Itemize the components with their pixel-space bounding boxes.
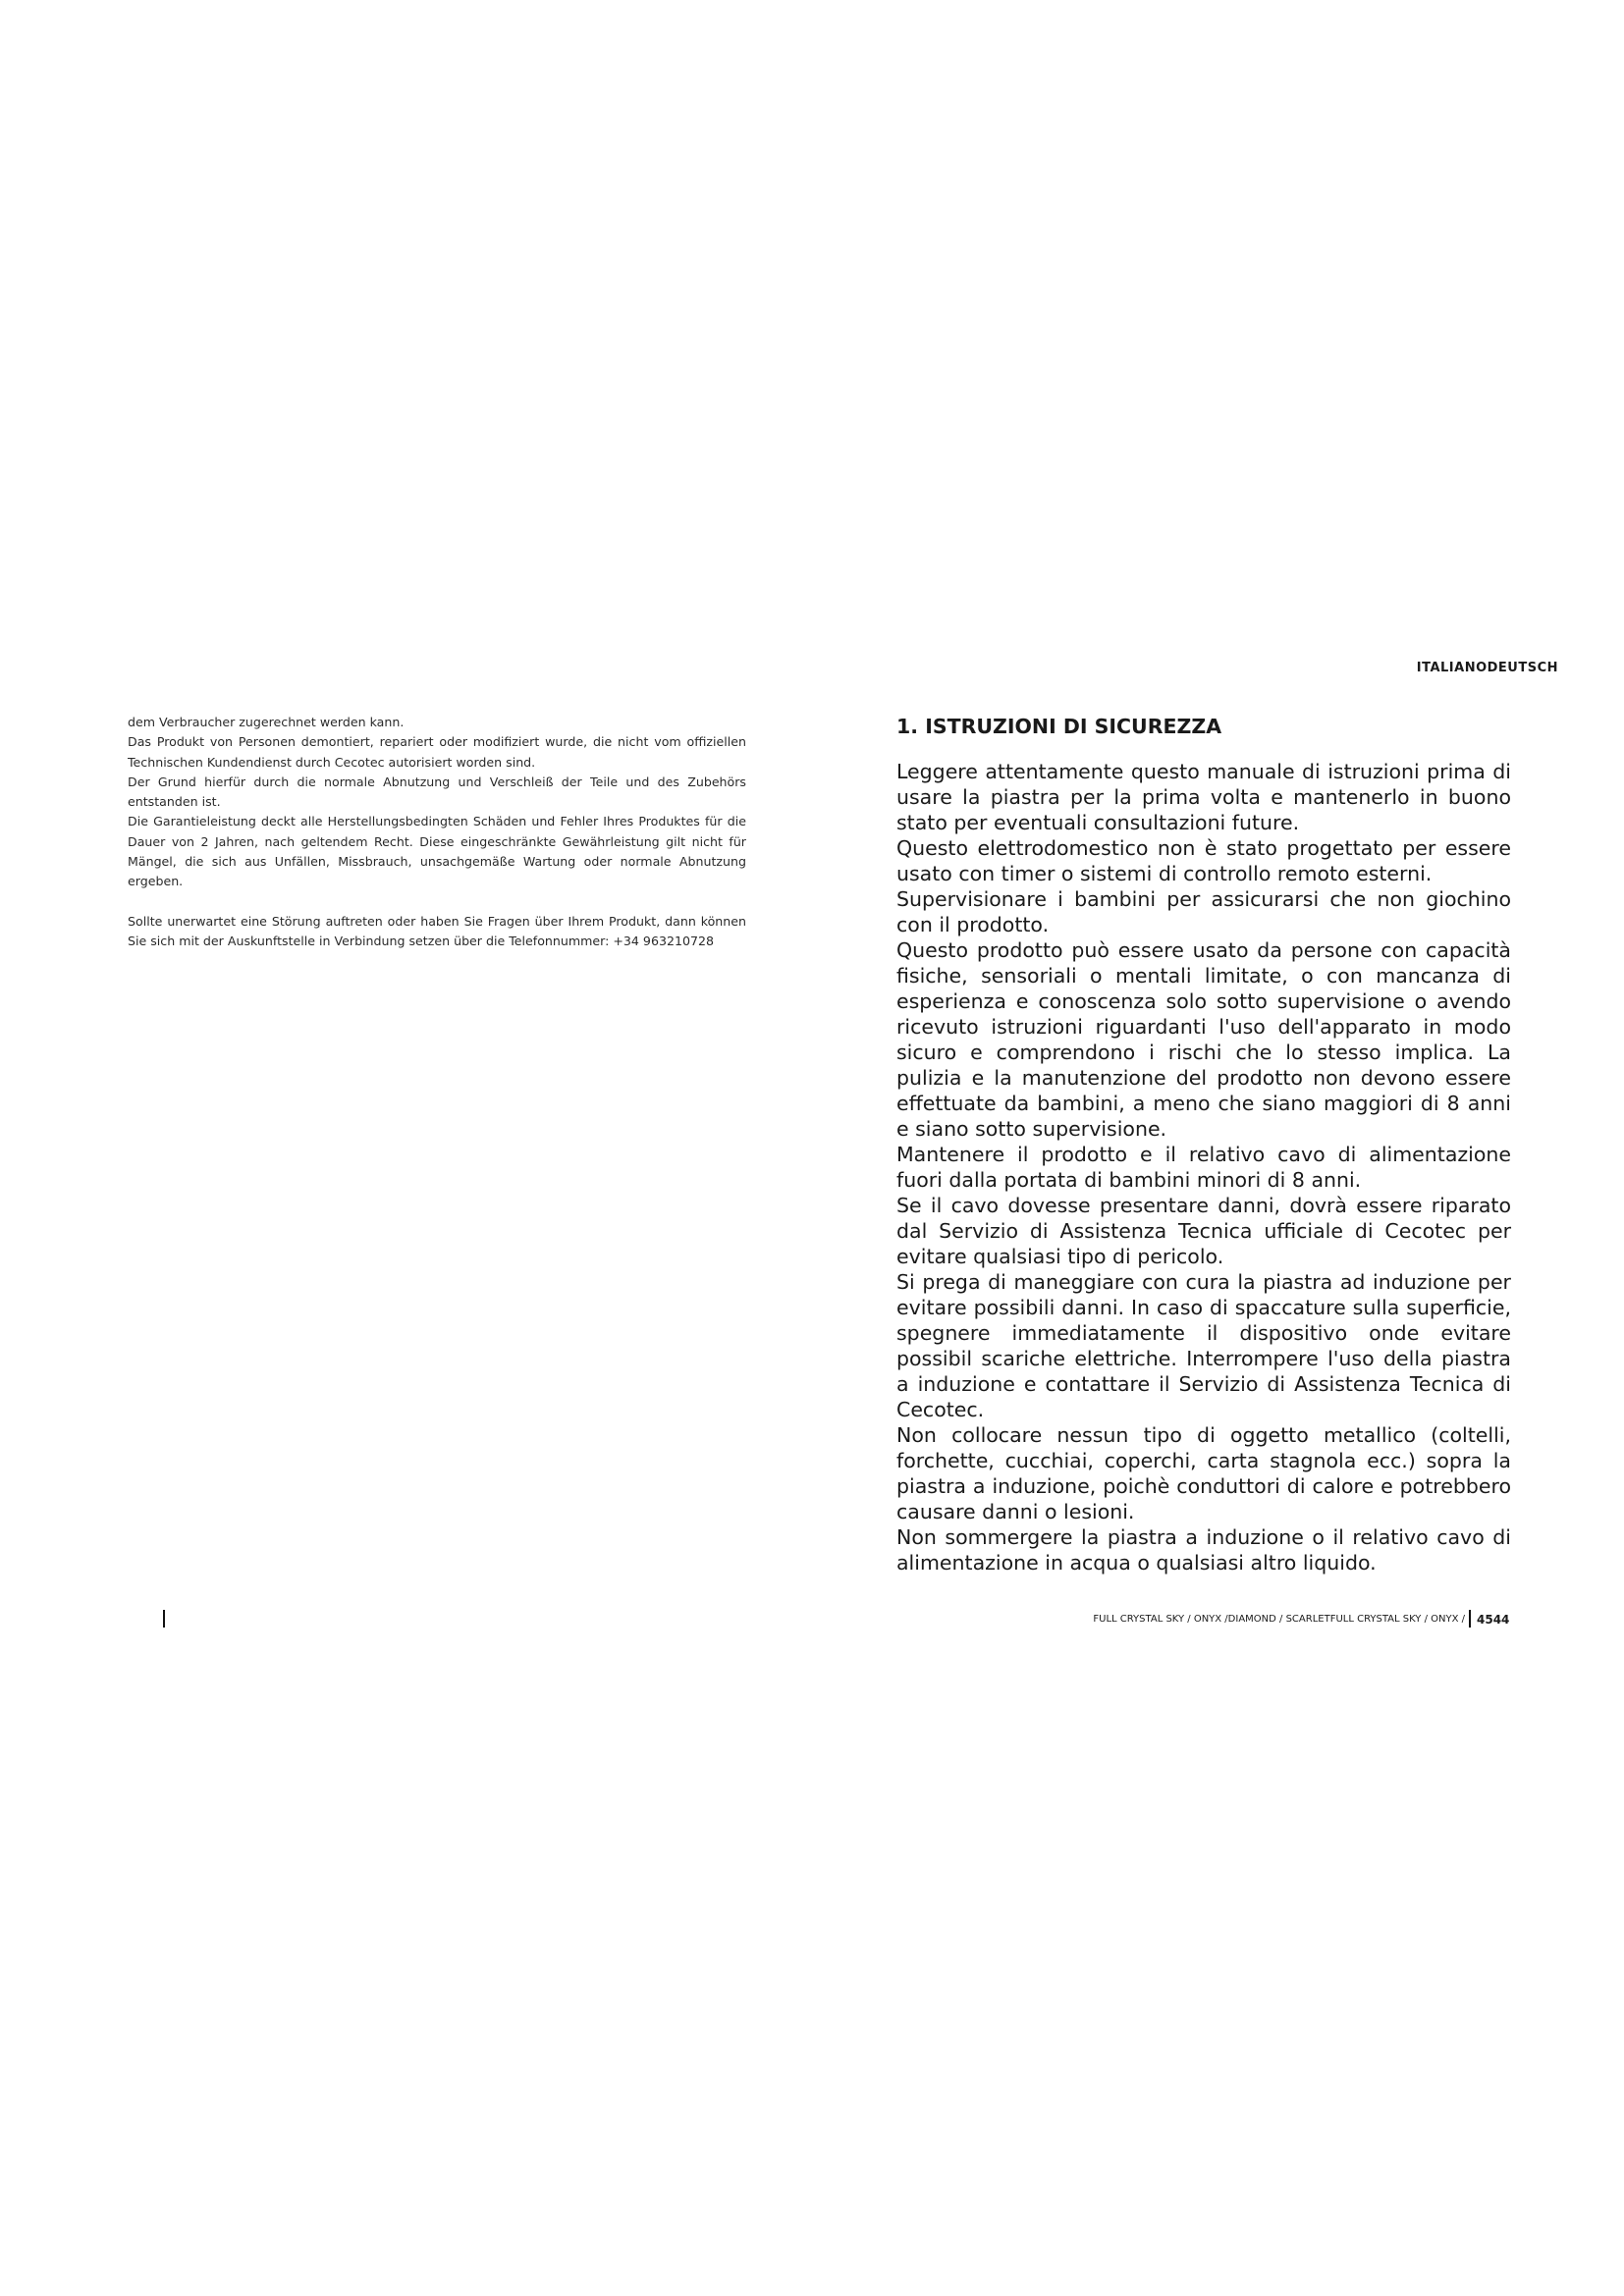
paragraph: Non sommergere la piastra a induzione o il relativo cavo di alimentazione in acqua o qualsiasi altro liquido. xyxy=(896,1525,1511,1575)
contact-paragraph: Sollte unerwartet eine Störung auftreten oder haben Sie Fragen über Ihrem Produkt, dann können Sie sich mit der Auskunftstelle in Verbindung setzen über die Telefonnummer: +34 963210728 xyxy=(128,913,746,948)
paragraph: Leggere attentamente questo manuale di istruzioni prima di usare la piastra per la prima volta e mantenerlo in buono stato per eventuali consultazioni future. xyxy=(896,760,1511,834)
paragraph: Der Grund hierfür durch die normale Abnutzung und Verschleiß der Teile und des Zubehörs entstanden ist. xyxy=(128,774,746,810)
safety-instructions-column xyxy=(896,759,1511,1575)
page-number: 4544 xyxy=(1477,1613,1510,1627)
paragraph: Supervisionare i bambini per assicurarsi che non giochino con il prodotto. xyxy=(896,887,1511,936)
left-page-marker xyxy=(163,1610,165,1628)
paragraph: dem Verbraucher zugerechnet werden kann. xyxy=(128,715,405,729)
warranty-text-column xyxy=(128,713,746,951)
section-title: 1. ISTRUZIONI DI SICUREZZA xyxy=(896,715,1222,738)
page-footer xyxy=(982,1614,1585,1629)
footer-model-names: FULL CRYSTAL SKY / ONYX /DIAMOND / SCARLETFULL CRYSTAL SKY / ONYX / xyxy=(1093,1614,1465,1625)
paragraph: Se il cavo dovesse presentare danni, dovrà essere riparato dal Servizio di Assistenza Tecnica ufficiale di Cecotec per evitare qualsiasi tipo di pericolo. xyxy=(896,1194,1511,1268)
spacer xyxy=(128,892,746,912)
paragraph: Non collocare nessun tipo di oggetto metallico (coltelli, forchette, cucchiai, coperchi, carta stagnola ecc.) sopra la piastra a induzione, poichè conduttori di calore e potrebbero causare danni o lesioni. xyxy=(896,1423,1511,1523)
paragraph: Questo prodotto può essere usato da persone con capacità fisiche, sensoriali o mentali limitate, o con mancanza di esperienza e conoscenza solo sotto supervisione o avendo ricevuto istruzioni riguardanti l'uso dell'apparato in modo sicuro e comprendono i rischi che lo stesso implica. La pulizia e la manutenzione del prodotto non devono essere effettuate da bambini, a meno che siano maggiori di 8 anni e siano sotto supervisione. xyxy=(896,938,1511,1141)
paragraph: Die Garantieleistung deckt alle Herstellungsbedingten Schäden und Fehler Ihres Produktes für die Dauer von 2 Jahren, nach geltendem Recht. Diese eingeschränkte Gewährleistung gilt nicht für Mängel, die sich aus Unfällen, Missbrauch, unsachgemäße Wartung oder normale Abnutzung ergeben. xyxy=(128,814,746,889)
paragraph: Si prega di maneggiare con cura la piastra ad induzione per evitare possibili danni. In caso di spaccature sulla superficie, spegnere immediatamente il dispositivo onde evitare possibil scariche elettriche. Interrompere l'uso della piastra a induzione e contattare il Servizio di Assistenza Tecnica di Cecotec. xyxy=(896,1270,1511,1421)
paragraph: Mantenere il prodotto e il relativo cavo di alimentazione fuori dalla portata di bambini minori di 8 anni. xyxy=(896,1143,1511,1192)
language-header: ITALIANODEUTSCH xyxy=(1416,661,1558,675)
footer-divider xyxy=(1469,1610,1471,1628)
paragraph: Das Produkt von Personen demontiert, repariert oder modifiziert wurde, die nicht vom offiziellen Technischen Kundendienst durch Cecotec autorisiert worden sind. xyxy=(128,734,746,770)
paragraph: Questo elettrodomestico non è stato progettato per essere usato con timer o sistemi di controllo remoto esterni. xyxy=(896,836,1511,885)
